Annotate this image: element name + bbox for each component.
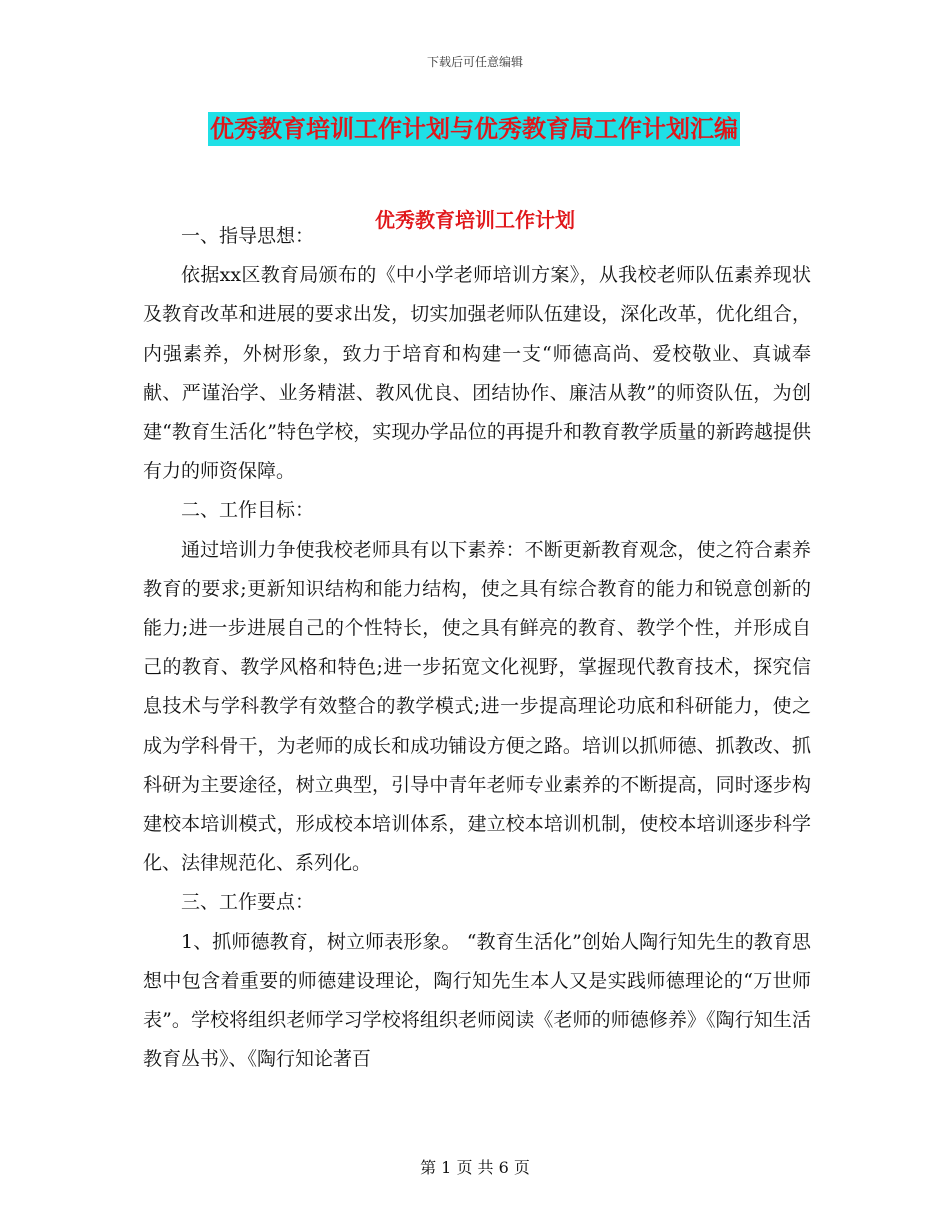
document-body — [143, 217, 811, 1079]
paragraph-guiding-thought: 依据xx区教育局颁布的《中小学老师培训方案》，从我校老师队伍素养现状及教育改革和进展的要求出发，切实加强老师队伍建设，深化改革，优化组合，内强素养，外树形象，致力于培育和构建一支“师德高尚、爱校敬业、真诚奉献、严谨治学、业务精湛、教风优良、团结协作、廉洁从教”的师资队伍，为创建“教育生活化”特色学校，实现办学品位的再提升和教育教学质量的新跨越提供有力的师资保障。 — [143, 264, 811, 483]
paragraph-work-point-1: 1、抓师德教育，树立师表形象。 “教育生活化”创始人陶行知先生的教育思想中包含着重要的师德建设理论，陶行知先生本人又是实践师德理论的“万世师表”。学校将组织老师学习学校将组织老师阅读《老师的师德修养》《陶行知生活教育丛书》、《陶行知论著百 — [143, 930, 811, 1071]
heading-work-points: 三、工作要点： — [181, 891, 315, 914]
document-title: 优秀教育培训工作计划与优秀教育局工作计划汇编 — [208, 112, 740, 146]
paragraph-work-goals: 通过培训力争使我校老师具有以下素养：不断更新教育观念，使之符合素养教育的要求;更新知识结构和能力结构，使之具有综合教育的能力和锐意创新的能力;进一步进展自己的个性特长，使之具有鲜亮的教育、教学个性，并形成自己的教育、教学风格和特色;进一步拓宽文化视野，掌握现代教育技术，探究信息技术与学科教学有效整合的教学模式;进一步提高理论功底和科研能力，使之成为学科骨干，为老师的成长和成功铺设方便之路。培训以抓师德、抓教改、抓科研为主要途径，树立典型，引导中青年老师专业素养的不断提高，同时逐步构建校本培训模式，形成校本培训体系，建立校本培训机制，使校本培训逐步科学化、法律规范化、系列化。 — [143, 538, 811, 875]
heading-guiding-thought: 一、指导思想： — [181, 225, 315, 247]
page-number: 第 1 页 共 6 页 — [420, 1158, 530, 1177]
section-title: 优秀教育培训工作计划 — [375, 208, 575, 232]
heading-work-goals: 二、工作目标： — [181, 499, 315, 522]
header-note: 下载后可任意编辑 — [426, 55, 523, 69]
